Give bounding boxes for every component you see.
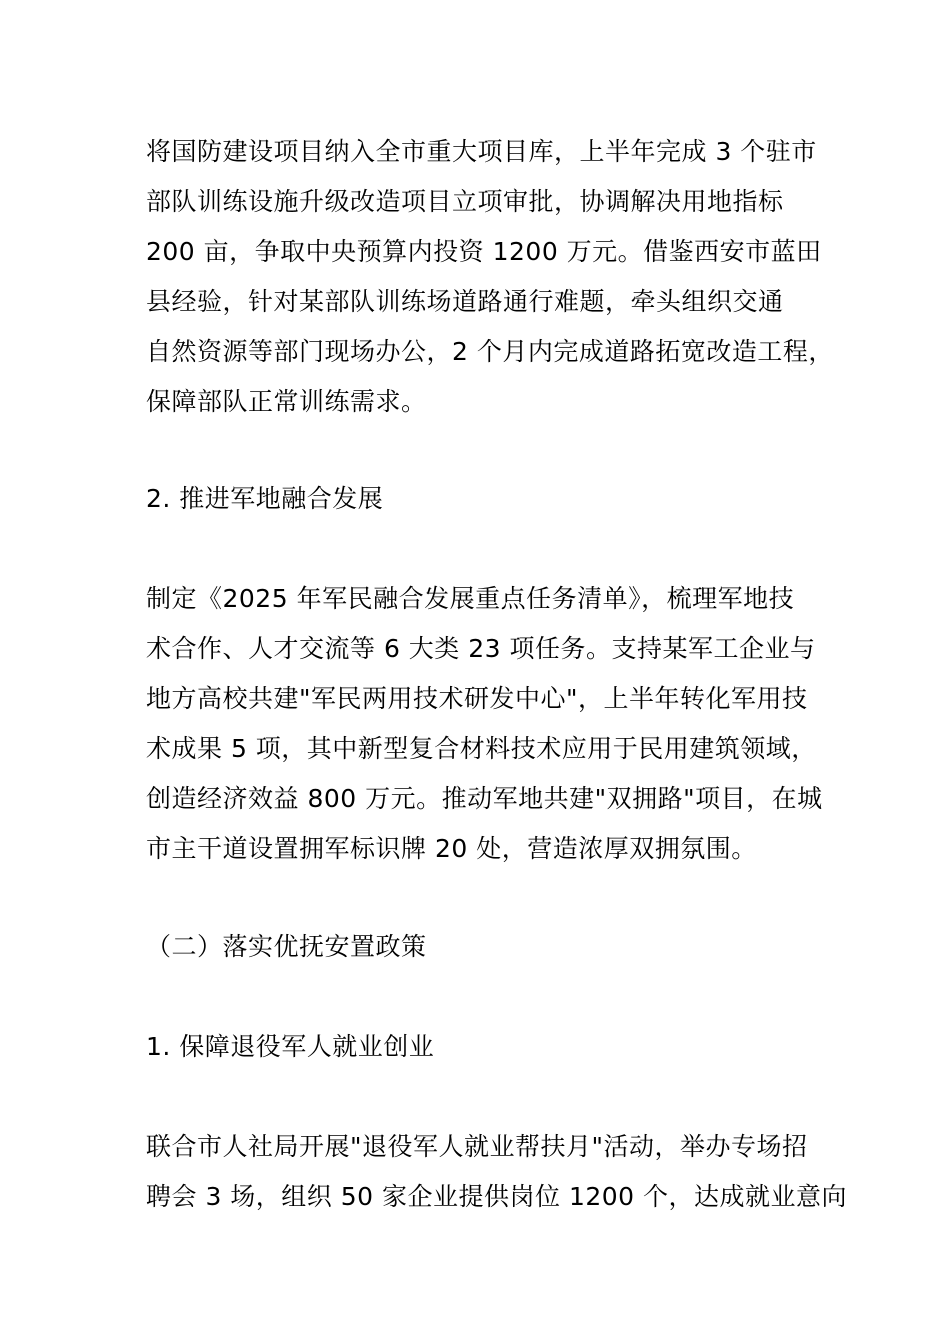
paragraph-1-line-5: 自然资源等部门现场办公，2 个月内完成道路拓宽改造工程， [146, 337, 834, 366]
paragraph-2-line-1: 制定《2025 年军民融合发展重点任务清单》，梳理军地技 [146, 584, 795, 613]
paragraph-3-line-1: 联合市人社局开展"退役军人就业帮扶月"活动，举办专场招 [146, 1132, 808, 1161]
paragraph-2-line-5: 创造经济效益 800 万元。推动军地共建"双拥路"项目，在城 [146, 784, 823, 813]
paragraph-2-line-4: 术成果 5 项，其中新型复合材料技术应用于民用建筑领域， [146, 734, 817, 763]
paragraph-1-line-1: 将国防建设项目纳入全市重大项目库，上半年完成 3 个驻市 [146, 137, 817, 166]
paragraph-2-line-2: 术合作、人才交流等 6 大类 23 项任务。支持某军工企业与 [146, 634, 816, 663]
paragraph-1-line-3: 200 亩，争取中央预算内投资 1200 万元。借鉴西安市蓝田 [146, 237, 822, 266]
section-heading-preferential-care: （二）落实优抚安置政策 [146, 932, 427, 961]
paragraph-3-line-2: 聘会 3 场，组织 50 家企业提供岗位 1200 个，达成就业意向 [146, 1182, 848, 1211]
paragraph-2-line-6: 市主干道设置拥军标识牌 20 处，营造浓厚双拥氛围。 [146, 834, 757, 863]
subheading-veteran-employment: 1. 保障退役军人就业创业 [146, 1032, 435, 1061]
paragraph-1-line-4: 县经验，针对某部队训练场道路通行难题，牵头组织交通 [146, 287, 784, 316]
paragraph-1-line-2: 部队训练设施升级改造项目立项审批，协调解决用地指标 [146, 187, 784, 216]
paragraph-2-line-3: 地方高校共建"军民两用技术研发中心"，上半年转化军用技 [146, 684, 808, 713]
paragraph-1-line-6: 保障部队正常训练需求。 [146, 387, 427, 416]
subheading-military-civil-fusion: 2. 推进军地融合发展 [146, 484, 384, 513]
